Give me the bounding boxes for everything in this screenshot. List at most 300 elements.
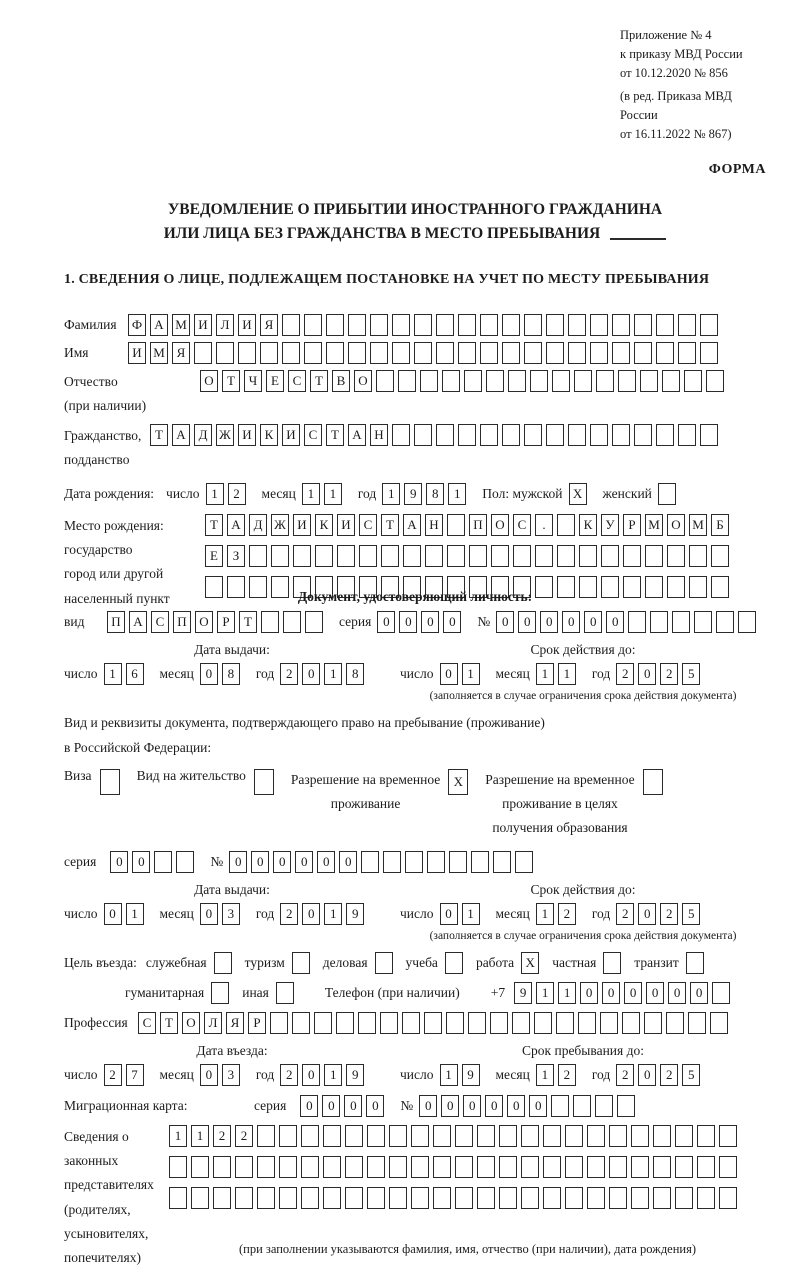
char-box[interactable]: 0 bbox=[624, 982, 642, 1004]
char-box[interactable]: 0 bbox=[540, 611, 558, 633]
char-box[interactable]: 2 bbox=[228, 483, 246, 505]
char-box[interactable] bbox=[524, 424, 542, 446]
char-box[interactable] bbox=[486, 370, 504, 392]
char-box[interactable] bbox=[508, 370, 526, 392]
char-box[interactable] bbox=[612, 424, 630, 446]
char-box[interactable]: И bbox=[282, 424, 300, 446]
char-box[interactable] bbox=[424, 1012, 442, 1034]
char-box[interactable] bbox=[587, 1156, 605, 1178]
char-box[interactable]: 0 bbox=[344, 1095, 362, 1117]
char-box[interactable]: Р bbox=[623, 514, 641, 536]
char-box[interactable]: Ж bbox=[216, 424, 234, 446]
char-box[interactable] bbox=[433, 1187, 451, 1209]
char-box[interactable] bbox=[711, 545, 729, 567]
char-box[interactable]: 2 bbox=[660, 1064, 678, 1086]
char-box[interactable]: 0 bbox=[690, 982, 708, 1004]
char-box[interactable] bbox=[154, 851, 172, 873]
char-box[interactable] bbox=[414, 342, 432, 364]
char-box[interactable]: 1 bbox=[536, 1064, 554, 1086]
char-box[interactable]: О bbox=[195, 611, 213, 633]
char-box[interactable] bbox=[512, 1012, 530, 1034]
char-box[interactable] bbox=[376, 370, 394, 392]
char-box[interactable]: 2 bbox=[660, 903, 678, 925]
char-box[interactable] bbox=[449, 851, 467, 873]
char-box[interactable]: И bbox=[238, 314, 256, 336]
char-box[interactable] bbox=[436, 424, 454, 446]
char-box[interactable] bbox=[276, 982, 294, 1004]
char-box[interactable]: 1 bbox=[536, 903, 554, 925]
char-box[interactable] bbox=[381, 545, 399, 567]
char-box[interactable]: 2 bbox=[280, 903, 298, 925]
char-box[interactable] bbox=[595, 1095, 613, 1117]
char-box[interactable]: 1 bbox=[324, 663, 342, 685]
char-box[interactable]: 5 bbox=[682, 663, 700, 685]
char-box[interactable]: З bbox=[227, 545, 245, 567]
char-box[interactable] bbox=[535, 576, 553, 598]
char-box[interactable] bbox=[455, 1125, 473, 1147]
char-box[interactable] bbox=[628, 611, 646, 633]
char-box[interactable]: Ч bbox=[244, 370, 262, 392]
char-box[interactable]: А bbox=[172, 424, 190, 446]
char-box[interactable]: 0 bbox=[638, 1064, 656, 1086]
char-box[interactable] bbox=[609, 1187, 627, 1209]
char-box[interactable] bbox=[326, 342, 344, 364]
char-box[interactable] bbox=[282, 342, 300, 364]
char-box[interactable] bbox=[323, 1125, 341, 1147]
char-box[interactable]: 1 bbox=[382, 483, 400, 505]
char-box[interactable] bbox=[447, 545, 465, 567]
char-box[interactable]: Р bbox=[217, 611, 235, 633]
char-box[interactable] bbox=[609, 1125, 627, 1147]
char-box[interactable] bbox=[573, 1095, 591, 1117]
char-box[interactable]: 1 bbox=[448, 483, 466, 505]
char-box[interactable]: Т bbox=[310, 370, 328, 392]
char-box[interactable] bbox=[238, 342, 256, 364]
char-box[interactable] bbox=[257, 1125, 275, 1147]
char-box[interactable] bbox=[678, 342, 696, 364]
char-box[interactable] bbox=[433, 1125, 451, 1147]
char-box[interactable] bbox=[271, 545, 289, 567]
char-box[interactable] bbox=[480, 314, 498, 336]
char-box[interactable]: Т bbox=[222, 370, 240, 392]
char-box[interactable] bbox=[634, 424, 652, 446]
char-box[interactable] bbox=[502, 314, 520, 336]
char-box[interactable]: 1 bbox=[440, 1064, 458, 1086]
char-box[interactable] bbox=[618, 370, 636, 392]
char-box[interactable] bbox=[623, 576, 641, 598]
char-box[interactable]: М bbox=[150, 342, 168, 364]
char-box[interactable] bbox=[568, 342, 586, 364]
char-box[interactable]: 0 bbox=[104, 903, 122, 925]
char-box[interactable] bbox=[568, 314, 586, 336]
char-box[interactable]: Р bbox=[248, 1012, 266, 1034]
char-box[interactable] bbox=[436, 342, 454, 364]
char-box[interactable] bbox=[535, 545, 553, 567]
char-box[interactable] bbox=[543, 1125, 561, 1147]
char-box[interactable] bbox=[645, 545, 663, 567]
char-box[interactable] bbox=[383, 851, 401, 873]
char-box[interactable] bbox=[675, 1187, 693, 1209]
char-box[interactable]: В bbox=[332, 370, 350, 392]
char-box[interactable]: 0 bbox=[485, 1095, 503, 1117]
char-box[interactable]: 5 bbox=[682, 903, 700, 925]
char-box[interactable] bbox=[521, 1125, 539, 1147]
char-box[interactable] bbox=[546, 424, 564, 446]
char-box[interactable] bbox=[345, 1156, 363, 1178]
char-box[interactable] bbox=[493, 851, 511, 873]
char-box[interactable] bbox=[337, 545, 355, 567]
char-box[interactable]: 6 bbox=[126, 663, 144, 685]
char-box[interactable]: 0 bbox=[443, 611, 461, 633]
char-box[interactable] bbox=[420, 370, 438, 392]
char-box[interactable] bbox=[304, 314, 322, 336]
char-box[interactable] bbox=[367, 1187, 385, 1209]
char-box[interactable] bbox=[686, 952, 704, 974]
char-box[interactable] bbox=[279, 1125, 297, 1147]
char-box[interactable] bbox=[711, 576, 729, 598]
char-box[interactable] bbox=[656, 314, 674, 336]
char-box[interactable] bbox=[480, 342, 498, 364]
char-box[interactable] bbox=[293, 545, 311, 567]
char-box[interactable] bbox=[502, 342, 520, 364]
char-box[interactable]: Я bbox=[172, 342, 190, 364]
char-box[interactable] bbox=[249, 576, 267, 598]
char-box[interactable]: С bbox=[304, 424, 322, 446]
char-box[interactable] bbox=[656, 342, 674, 364]
char-box[interactable]: К bbox=[315, 514, 333, 536]
char-box[interactable]: X bbox=[569, 483, 587, 505]
char-box[interactable] bbox=[403, 545, 421, 567]
char-box[interactable] bbox=[645, 576, 663, 598]
char-box[interactable] bbox=[191, 1156, 209, 1178]
char-box[interactable] bbox=[603, 952, 621, 974]
char-box[interactable] bbox=[464, 370, 482, 392]
char-box[interactable] bbox=[556, 1012, 574, 1034]
char-box[interactable]: И bbox=[128, 342, 146, 364]
char-box[interactable] bbox=[336, 1012, 354, 1034]
char-box[interactable] bbox=[345, 1125, 363, 1147]
char-box[interactable] bbox=[213, 1156, 231, 1178]
char-box[interactable] bbox=[211, 982, 229, 1004]
char-box[interactable]: Я bbox=[260, 314, 278, 336]
char-box[interactable] bbox=[405, 851, 423, 873]
char-box[interactable] bbox=[216, 342, 234, 364]
char-box[interactable] bbox=[359, 545, 377, 567]
char-box[interactable]: 1 bbox=[302, 483, 320, 505]
char-box[interactable] bbox=[706, 370, 724, 392]
char-box[interactable]: 2 bbox=[616, 1064, 634, 1086]
char-box[interactable] bbox=[524, 342, 542, 364]
char-box[interactable]: 8 bbox=[346, 663, 364, 685]
char-box[interactable] bbox=[612, 342, 630, 364]
char-box[interactable] bbox=[235, 1156, 253, 1178]
char-box[interactable]: 0 bbox=[200, 903, 218, 925]
char-box[interactable]: 2 bbox=[213, 1125, 231, 1147]
char-box[interactable] bbox=[315, 545, 333, 567]
char-box[interactable] bbox=[587, 1125, 605, 1147]
char-box[interactable] bbox=[490, 1012, 508, 1034]
char-box[interactable]: 9 bbox=[514, 982, 532, 1004]
char-box[interactable]: 2 bbox=[558, 903, 576, 925]
char-box[interactable] bbox=[543, 1187, 561, 1209]
char-box[interactable]: 3 bbox=[222, 903, 240, 925]
char-box[interactable] bbox=[389, 1156, 407, 1178]
char-box[interactable]: 0 bbox=[229, 851, 247, 873]
char-box[interactable]: А bbox=[150, 314, 168, 336]
char-box[interactable] bbox=[712, 982, 730, 1004]
char-box[interactable]: 0 bbox=[132, 851, 150, 873]
char-box[interactable] bbox=[370, 342, 388, 364]
char-box[interactable] bbox=[305, 611, 323, 633]
char-box[interactable] bbox=[623, 545, 641, 567]
char-box[interactable]: И bbox=[337, 514, 355, 536]
char-box[interactable] bbox=[477, 1187, 495, 1209]
char-box[interactable]: 0 bbox=[322, 1095, 340, 1117]
char-box[interactable] bbox=[653, 1187, 671, 1209]
char-box[interactable] bbox=[543, 1156, 561, 1178]
char-box[interactable]: С bbox=[359, 514, 377, 536]
char-box[interactable]: 0 bbox=[646, 982, 664, 1004]
char-box[interactable]: 0 bbox=[300, 1095, 318, 1117]
char-box[interactable]: 8 bbox=[426, 483, 444, 505]
char-box[interactable] bbox=[631, 1156, 649, 1178]
char-box[interactable] bbox=[596, 370, 614, 392]
char-box[interactable] bbox=[370, 314, 388, 336]
char-box[interactable]: 0 bbox=[200, 663, 218, 685]
char-box[interactable] bbox=[414, 314, 432, 336]
char-box[interactable] bbox=[574, 370, 592, 392]
char-box[interactable] bbox=[257, 1187, 275, 1209]
char-box[interactable] bbox=[634, 314, 652, 336]
char-box[interactable] bbox=[468, 1012, 486, 1034]
char-box[interactable] bbox=[719, 1187, 737, 1209]
char-box[interactable]: 2 bbox=[660, 663, 678, 685]
char-box[interactable] bbox=[557, 514, 575, 536]
char-box[interactable] bbox=[389, 1125, 407, 1147]
char-box[interactable] bbox=[425, 545, 443, 567]
char-box[interactable] bbox=[367, 1156, 385, 1178]
char-box[interactable]: Д bbox=[249, 514, 267, 536]
char-box[interactable]: 1 bbox=[558, 982, 576, 1004]
char-box[interactable]: 0 bbox=[562, 611, 580, 633]
char-box[interactable] bbox=[675, 1125, 693, 1147]
char-box[interactable] bbox=[304, 342, 322, 364]
char-box[interactable] bbox=[694, 611, 712, 633]
char-box[interactable]: 0 bbox=[251, 851, 269, 873]
char-box[interactable] bbox=[565, 1125, 583, 1147]
char-box[interactable]: И bbox=[238, 424, 256, 446]
char-box[interactable]: 1 bbox=[169, 1125, 187, 1147]
char-box[interactable]: 1 bbox=[324, 483, 342, 505]
char-box[interactable] bbox=[667, 576, 685, 598]
char-box[interactable]: Т bbox=[205, 514, 223, 536]
char-box[interactable]: 0 bbox=[602, 982, 620, 1004]
char-box[interactable] bbox=[271, 576, 289, 598]
char-box[interactable]: Т bbox=[160, 1012, 178, 1034]
char-box[interactable]: 1 bbox=[191, 1125, 209, 1147]
char-box[interactable]: С bbox=[513, 514, 531, 536]
char-box[interactable]: 0 bbox=[421, 611, 439, 633]
char-box[interactable] bbox=[480, 424, 498, 446]
char-box[interactable]: Б bbox=[711, 514, 729, 536]
char-box[interactable] bbox=[622, 1012, 640, 1034]
char-box[interactable] bbox=[367, 1125, 385, 1147]
char-box[interactable] bbox=[689, 545, 707, 567]
char-box[interactable]: 0 bbox=[339, 851, 357, 873]
char-box[interactable] bbox=[458, 424, 476, 446]
char-box[interactable]: 0 bbox=[463, 1095, 481, 1117]
char-box[interactable] bbox=[697, 1125, 715, 1147]
char-box[interactable] bbox=[688, 1012, 706, 1034]
char-box[interactable]: 1 bbox=[462, 903, 480, 925]
char-box[interactable]: К bbox=[579, 514, 597, 536]
char-box[interactable] bbox=[358, 1012, 376, 1034]
char-box[interactable]: 2 bbox=[235, 1125, 253, 1147]
char-box[interactable]: К bbox=[260, 424, 278, 446]
char-box[interactable]: 0 bbox=[496, 611, 514, 633]
char-box[interactable]: И bbox=[194, 314, 212, 336]
char-box[interactable]: С bbox=[288, 370, 306, 392]
char-box[interactable] bbox=[375, 952, 393, 974]
char-box[interactable] bbox=[590, 424, 608, 446]
char-box[interactable] bbox=[513, 545, 531, 567]
char-box[interactable] bbox=[710, 1012, 728, 1034]
char-box[interactable]: 0 bbox=[419, 1095, 437, 1117]
char-box[interactable]: А bbox=[227, 514, 245, 536]
char-box[interactable]: О bbox=[354, 370, 372, 392]
char-box[interactable]: Л bbox=[204, 1012, 222, 1034]
char-box[interactable] bbox=[411, 1187, 429, 1209]
char-box[interactable] bbox=[716, 611, 734, 633]
char-box[interactable] bbox=[169, 1187, 187, 1209]
char-box[interactable]: О bbox=[200, 370, 218, 392]
char-box[interactable]: 0 bbox=[317, 851, 335, 873]
char-box[interactable] bbox=[700, 424, 718, 446]
char-box[interactable] bbox=[323, 1187, 341, 1209]
char-box[interactable] bbox=[345, 1187, 363, 1209]
char-box[interactable]: 1 bbox=[104, 663, 122, 685]
char-box[interactable] bbox=[678, 424, 696, 446]
char-box[interactable] bbox=[447, 514, 465, 536]
char-box[interactable] bbox=[389, 1187, 407, 1209]
char-box[interactable] bbox=[282, 314, 300, 336]
char-box[interactable]: Н bbox=[370, 424, 388, 446]
char-box[interactable]: 0 bbox=[302, 1064, 320, 1086]
char-box[interactable]: 0 bbox=[110, 851, 128, 873]
char-box[interactable] bbox=[257, 1156, 275, 1178]
char-box[interactable] bbox=[213, 1187, 231, 1209]
char-box[interactable]: 1 bbox=[324, 903, 342, 925]
char-box[interactable]: П bbox=[107, 611, 125, 633]
char-box[interactable]: 2 bbox=[558, 1064, 576, 1086]
char-box[interactable] bbox=[214, 952, 232, 974]
char-box[interactable] bbox=[235, 1187, 253, 1209]
char-box[interactable] bbox=[601, 545, 619, 567]
char-box[interactable] bbox=[477, 1156, 495, 1178]
char-box[interactable]: 1 bbox=[536, 982, 554, 1004]
char-box[interactable]: 0 bbox=[580, 982, 598, 1004]
char-box[interactable] bbox=[301, 1156, 319, 1178]
char-box[interactable] bbox=[600, 1012, 618, 1034]
char-box[interactable] bbox=[227, 576, 245, 598]
char-box[interactable] bbox=[617, 1095, 635, 1117]
char-box[interactable] bbox=[458, 342, 476, 364]
char-box[interactable] bbox=[260, 342, 278, 364]
char-box[interactable]: А bbox=[403, 514, 421, 536]
char-box[interactable]: 0 bbox=[302, 663, 320, 685]
char-box[interactable] bbox=[254, 769, 274, 795]
char-box[interactable] bbox=[392, 424, 410, 446]
char-box[interactable] bbox=[546, 314, 564, 336]
char-box[interactable] bbox=[442, 370, 460, 392]
char-box[interactable] bbox=[552, 370, 570, 392]
char-box[interactable] bbox=[249, 545, 267, 567]
char-box[interactable]: У bbox=[601, 514, 619, 536]
char-box[interactable] bbox=[631, 1187, 649, 1209]
char-box[interactable]: 1 bbox=[462, 663, 480, 685]
char-box[interactable] bbox=[455, 1187, 473, 1209]
char-box[interactable]: О bbox=[182, 1012, 200, 1034]
char-box[interactable]: 7 bbox=[126, 1064, 144, 1086]
char-box[interactable] bbox=[283, 611, 301, 633]
char-box[interactable] bbox=[261, 611, 279, 633]
char-box[interactable]: Ж bbox=[271, 514, 289, 536]
char-box[interactable] bbox=[689, 576, 707, 598]
char-box[interactable]: П bbox=[173, 611, 191, 633]
char-box[interactable] bbox=[499, 1156, 517, 1178]
char-box[interactable] bbox=[662, 370, 680, 392]
char-box[interactable] bbox=[445, 952, 463, 974]
char-box[interactable]: 2 bbox=[616, 663, 634, 685]
char-box[interactable] bbox=[433, 1156, 451, 1178]
char-box[interactable]: И bbox=[293, 514, 311, 536]
char-box[interactable] bbox=[491, 545, 509, 567]
char-box[interactable]: 0 bbox=[302, 903, 320, 925]
char-box[interactable] bbox=[402, 1012, 420, 1034]
char-box[interactable] bbox=[700, 342, 718, 364]
char-box[interactable]: 1 bbox=[126, 903, 144, 925]
char-box[interactable] bbox=[678, 314, 696, 336]
char-box[interactable]: X bbox=[521, 952, 539, 974]
char-box[interactable]: 0 bbox=[584, 611, 602, 633]
char-box[interactable] bbox=[279, 1187, 297, 1209]
char-box[interactable] bbox=[700, 314, 718, 336]
char-box[interactable]: Е bbox=[266, 370, 284, 392]
char-box[interactable]: 3 bbox=[222, 1064, 240, 1086]
char-box[interactable] bbox=[579, 576, 597, 598]
char-box[interactable] bbox=[643, 769, 663, 795]
char-box[interactable] bbox=[697, 1187, 715, 1209]
char-box[interactable] bbox=[530, 370, 548, 392]
char-box[interactable]: 5 bbox=[682, 1064, 700, 1086]
char-box[interactable] bbox=[719, 1156, 737, 1178]
char-box[interactable] bbox=[650, 611, 668, 633]
char-box[interactable] bbox=[326, 314, 344, 336]
char-box[interactable]: 0 bbox=[399, 611, 417, 633]
char-box[interactable] bbox=[314, 1012, 332, 1034]
char-box[interactable]: . bbox=[535, 514, 553, 536]
char-box[interactable] bbox=[301, 1125, 319, 1147]
char-box[interactable] bbox=[684, 370, 702, 392]
char-box[interactable]: Т bbox=[326, 424, 344, 446]
char-box[interactable] bbox=[666, 1012, 684, 1034]
char-box[interactable]: 1 bbox=[324, 1064, 342, 1086]
char-box[interactable]: 8 bbox=[222, 663, 240, 685]
char-box[interactable]: О bbox=[491, 514, 509, 536]
char-box[interactable]: М bbox=[172, 314, 190, 336]
char-box[interactable]: А bbox=[348, 424, 366, 446]
char-box[interactable] bbox=[414, 424, 432, 446]
